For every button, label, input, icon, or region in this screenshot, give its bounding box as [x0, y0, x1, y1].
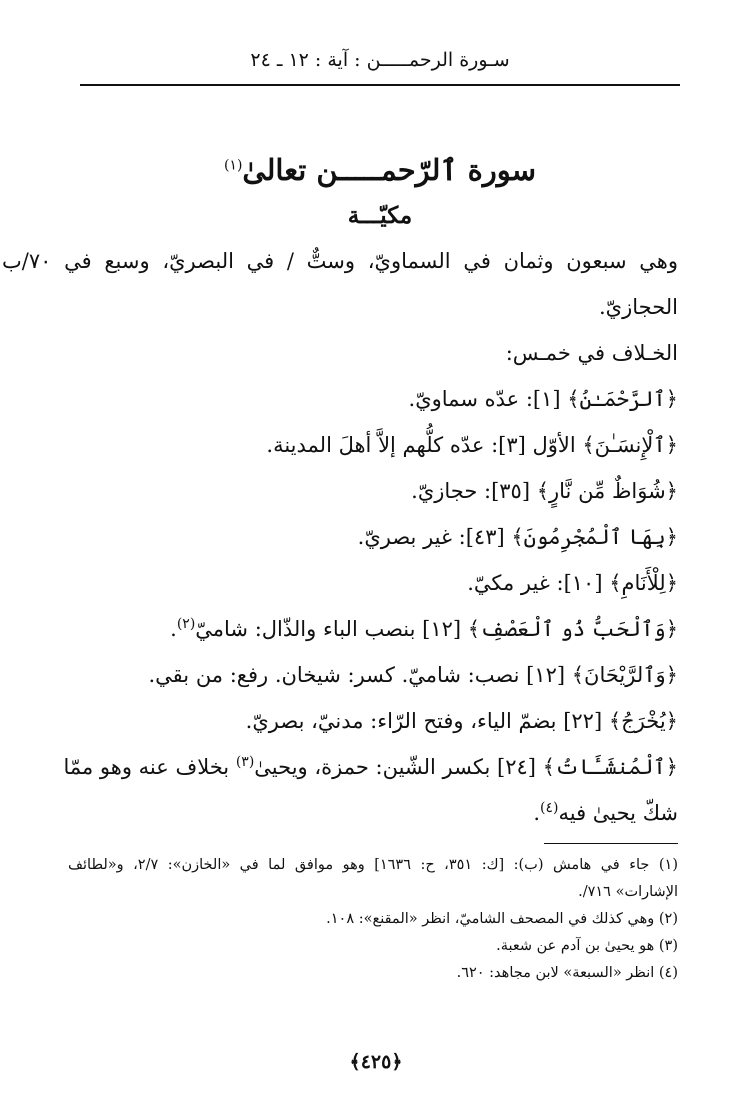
- footnote-mark: (٣): [235, 754, 255, 770]
- verse-entry: ﴿وَٱلْحَبُّ ذُو ٱلْعَصْفِ﴾ [١٢] بنصب الباء والذّال: شاميّ$^{(٢)}$.: [170, 616, 678, 641]
- intro-line-1: وهي سبعون وثمان في السماويّ، وستٌّ / في البصريّ، وسبع في ٧٠/ب: [2, 249, 678, 273]
- verse-entry: [2, 744, 678, 790]
- intro-line-2: الحجازيّ.: [599, 295, 678, 319]
- verse-entry-continuation: بخلاف عنه وهو ممّا: [63, 755, 230, 779]
- footnotes: [68, 852, 678, 987]
- footnote-2: (٢) وهي كذلك في المصحف الشاميّ، انظر «المقنع»: ١٠٨.: [326, 911, 678, 927]
- footnote-rule: [544, 843, 678, 844]
- verse-entry: ﴿بِهَا ٱلْمُجْرِمُونَ﴾ [٤٣]: غير بصريّ.: [357, 525, 678, 549]
- page-number: ﴿٤٢٥﴾: [349, 1051, 403, 1073]
- footnote-3: (٣) هو يحيىٰ بن آدم عن شعبة.: [496, 938, 678, 954]
- surah-title: [180, 148, 580, 192]
- footnote-mark: (٢): [176, 616, 196, 632]
- surah-title-text: سورة ٱلرّحمـــــن تعالىٰ: [242, 153, 537, 187]
- verse-entry: ﴿يُخْرَجُ﴾ [٢٢] بضمّ الياء، وفتح الرّاء: مدنيّ، بصريّ.: [245, 709, 678, 733]
- khilaf-heading: الخـلاف في خمـس:: [505, 341, 678, 365]
- verse-entry: ﴿شُوَاظٌ مِّن نَّارٍ﴾ [٣٥]: حجازيّ.: [411, 479, 678, 503]
- running-head: سـورة الرحمـــــن : آية : ١٢ ـ ٢٤: [250, 49, 510, 71]
- body-text: [2, 238, 678, 836]
- title-footnote-mark: (١): [223, 157, 243, 174]
- footnote-mark: (٤): [540, 800, 559, 816]
- verse-entry-text: ﴿ٱلْمُنشَـَٔاتُ﴾ [٢٤] بكسر الشّين: حمزة، ويحيىٰ: [254, 755, 678, 779]
- verse-entry: ﴿ٱلْإِنسَـٰنَ﴾ الأوّل [٣]: عدّه كلُّهم إلاَّ أهلَ المدينة.: [266, 433, 678, 457]
- verse-entry: ﴿لِلْأَنَامِ﴾ [١٠]: غير مكيّ.: [467, 571, 678, 595]
- verse-entry-text: ﴿وَٱلْحَبُّ ذُو ٱلْعَصْفِ﴾ [١٢] بنصب الباء والذّال: شاميّ: [195, 617, 678, 641]
- footnote-1-continuation: الإشارات» ٧١٦/.: [578, 884, 678, 900]
- verse-entry: ﴿ٱلرَّحْمَـٰنُ﴾ [١]: عدّه سماويّ.: [408, 387, 678, 411]
- header-rule: [80, 84, 680, 86]
- surah-type: مكيّـــة: [347, 202, 413, 229]
- footnote-1: (١) جاء في هامش (ب): [ك: ٣٥١، ح: ١٦٣٦] وهو موافق لما في «الخازن»: ٢/٧، و«لطائف: [68, 857, 678, 873]
- footnote-4: (٤) انظر «السبعة» لابن مجاهد: ٦٢٠.: [456, 965, 678, 981]
- verse-entry: ﴿وَٱلرَّيْحَانَ﴾ [١٢] نصب: شاميّ. كسر: شيخان. رفع: من بقي.: [148, 663, 678, 687]
- verse-entry-text: شكّ يحيىٰ فيه: [558, 801, 678, 825]
- verse-entry: شكّ يحيىٰ فيه$^{(٤)}$.: [533, 800, 678, 825]
